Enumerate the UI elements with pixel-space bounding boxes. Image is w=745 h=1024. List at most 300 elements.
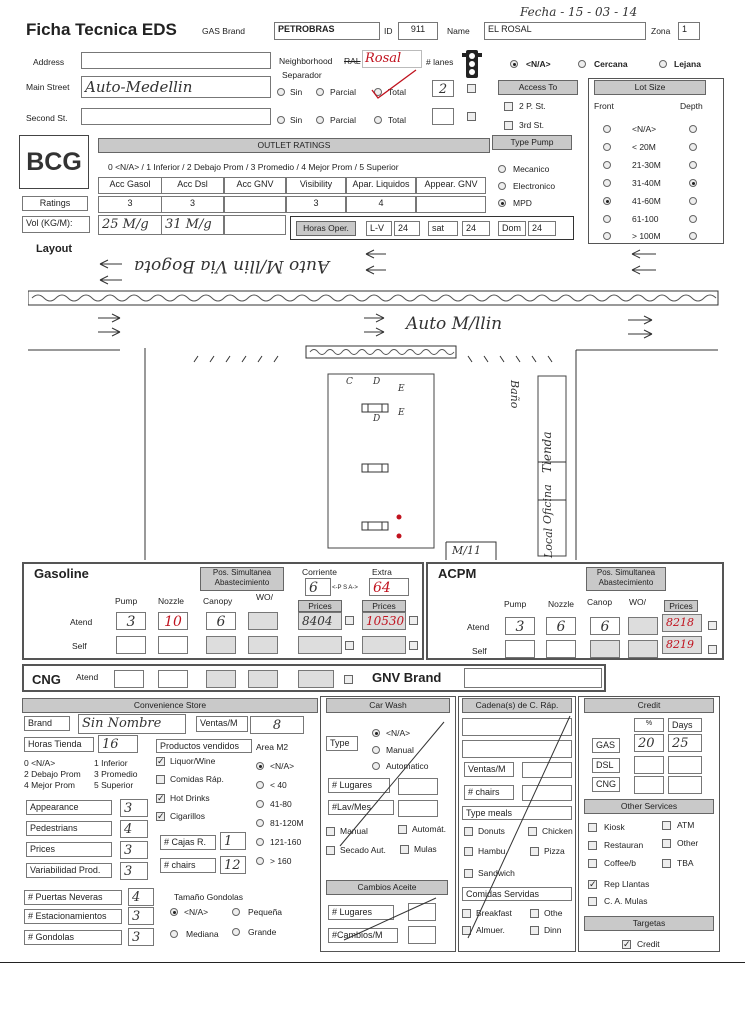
rating-acc-gnv[interactable] (224, 196, 286, 213)
location-na-radio[interactable] (510, 60, 518, 68)
area-radio-1[interactable] (256, 781, 264, 789)
gas-brand-field[interactable]: PETROBRAS (274, 22, 380, 40)
pump-letter: D (373, 414, 381, 424)
service-other-label: Other (677, 838, 699, 848)
area-option: 121-160 (270, 837, 302, 847)
credit-gas-pct[interactable]: 20 (634, 734, 664, 752)
credit-dsl-pct[interactable] (634, 756, 664, 774)
acpm-prices-header: Prices (664, 600, 698, 612)
access-3rdst-label: 3rd St. (519, 120, 545, 130)
credit-days-label: Days (668, 718, 702, 732)
gas-self-price-2[interactable] (362, 636, 406, 654)
product-liquor-label: Liquor/Wine (170, 756, 216, 766)
cambios-cambios-label: #Cambios/M (328, 928, 398, 943)
bano-label: Baño (508, 380, 521, 409)
product-hot-drinks-label: Hot Drinks (170, 793, 210, 803)
extra-field[interactable]: 64 (369, 578, 409, 596)
brand-label: Brand (24, 716, 70, 731)
pedestrians-label: Pedestrians (26, 821, 112, 836)
lot-size-header: Lot Size (594, 80, 706, 95)
tamano-na-label: <N/A> (184, 907, 209, 917)
credit-cng-label: CNG (592, 777, 620, 792)
area-radio-3[interactable] (256, 819, 264, 827)
area-radio-0[interactable] (256, 762, 264, 770)
acpm-canop-field[interactable]: 6 (590, 617, 620, 635)
vol-gas[interactable]: 25 M/g (98, 215, 162, 235)
credit-cng-days[interactable] (668, 776, 702, 794)
pump-electronico-label: Electronico (513, 181, 556, 191)
second-street-field[interactable] (81, 108, 271, 125)
acpm-pos-sim-header: Pos. Simultanea Abastecimiento (586, 567, 666, 591)
gnv-brand-field[interactable] (464, 668, 602, 688)
service-kiosk-checkbox[interactable] (588, 823, 597, 832)
service-ca-mulas-checkbox[interactable] (588, 897, 597, 906)
service-restauran-checkbox[interactable] (588, 841, 597, 850)
estacionamientos-label: # Estacionamientos (24, 909, 122, 924)
gas-self-nozzle[interactable] (158, 636, 188, 654)
tamano-pequena-label: Pequeña (248, 907, 283, 917)
lot-option: 41-60M (632, 196, 661, 206)
location-cercana-label: Cercana (594, 59, 628, 69)
service-tba-label: TBA (677, 858, 694, 868)
gondolas-field[interactable]: 3 (128, 928, 154, 946)
area-radio-4[interactable] (256, 838, 264, 846)
acpm-self-label: Self (472, 646, 487, 656)
tamano-grande-label: Grande (248, 927, 277, 937)
carwash-header: Car Wash (326, 698, 450, 713)
pump-mecanico-radio[interactable] (498, 165, 506, 173)
gas-canopy-label: Canopy (203, 596, 233, 606)
gas-price-1-checkbox[interactable] (345, 616, 354, 625)
lv-hours[interactable]: 24 (394, 221, 420, 236)
cadena-chairs-label: # chairs (464, 785, 514, 800)
acpm-self-pump[interactable] (505, 640, 535, 658)
gas-pump-label: Pump (115, 596, 138, 606)
area-option: <N/A> (270, 761, 295, 771)
pedestrians-field[interactable]: 4 (120, 820, 148, 838)
separador-label: Separador (282, 70, 322, 80)
area-option: < 40 (270, 780, 287, 790)
targeta-credit-label: Credit (637, 939, 660, 949)
cng-pump[interactable] (114, 670, 144, 688)
oficina-label: Oficina (541, 484, 554, 524)
service-atm-label: ATM (677, 820, 695, 830)
service-rep-llantas-label: Rep Llantas (604, 879, 650, 889)
depth-radio-1[interactable] (689, 143, 697, 151)
acpm-nozzle-label: Nozzle (548, 599, 574, 609)
separador-sin-radio[interactable] (277, 88, 285, 96)
prices-field[interactable]: 3 (120, 841, 148, 859)
lanes-checkbox[interactable] (467, 84, 476, 93)
local-label: Local (542, 527, 555, 558)
dom-hours[interactable]: 24 (528, 221, 556, 236)
area-label: Area M2 (256, 742, 289, 752)
tamano-mediana-label: Mediana (186, 929, 219, 939)
appearance-field[interactable]: 3 (120, 799, 148, 817)
lot-option: 61-100 (632, 214, 659, 224)
carwash-secado-checkbox[interactable] (326, 846, 335, 855)
gas-self-canopy[interactable] (206, 636, 236, 654)
credit-dsl-label: DSL (592, 758, 620, 773)
access-2pst-label: 2 P. St. (519, 101, 546, 111)
gas-prices-header-1: Prices (298, 600, 342, 612)
col-apar-liquidos: Apar. Liquidos (346, 177, 416, 194)
tamano-pequena-radio[interactable] (232, 908, 240, 916)
depth-radio-6[interactable] (689, 232, 697, 240)
neveras-field[interactable]: 4 (128, 888, 154, 906)
service-tba-checkbox[interactable] (662, 859, 671, 868)
separador-parcial-label: Parcial (330, 87, 356, 97)
gas-pump-field[interactable]: 3 (116, 612, 146, 630)
name-label: Name (447, 26, 470, 36)
outlet-ratings-header: OUTLET RATINGS (98, 138, 490, 153)
prices-label: Prices (26, 842, 112, 857)
credit-gas-label: GAS (592, 738, 620, 753)
gnv-brand-label: GNV Brand (372, 670, 442, 685)
extra-label: Extra (372, 567, 392, 577)
acpm-canop-label: Canop (587, 597, 613, 607)
product-comidas-checkbox[interactable] (156, 775, 165, 784)
depth-radio-3[interactable] (689, 179, 697, 187)
date-handwritten: Fecha - 15 - 03 - 14 (520, 5, 638, 19)
front-radio-1[interactable] (603, 143, 611, 151)
lot-option: <N/A> (632, 124, 657, 134)
brand-field[interactable]: Sin Nombre (78, 714, 186, 734)
acpm-self-nozzle[interactable] (546, 640, 576, 658)
acpm-title: ACPM (438, 566, 477, 581)
tamano-grande-radio[interactable] (232, 928, 240, 936)
acpm-self-wo[interactable] (628, 640, 658, 658)
gas-wo-field[interactable] (248, 612, 278, 630)
product-comidas-label: Comidas Ráp. (170, 774, 224, 784)
layout-sketch (28, 240, 728, 560)
sat-label: sat (428, 221, 458, 236)
scale-5: 5 Superior (94, 780, 134, 790)
second-lanes-field[interactable] (432, 108, 454, 125)
servida-othe-label: Othe (544, 908, 563, 918)
acpm-price-1-checkbox[interactable] (708, 621, 717, 630)
m11-label: M/11 (452, 544, 481, 557)
dom-label: Dom (498, 221, 526, 236)
cng-price-checkbox[interactable] (344, 675, 353, 684)
front-radio-0[interactable] (603, 125, 611, 133)
neveras-label: # Puertas Neveras (24, 890, 122, 905)
scale-2: 2 Debajo Prom (24, 769, 81, 779)
area-radio-2[interactable] (256, 800, 264, 808)
rating-acc-gasol[interactable]: 3 (98, 196, 162, 213)
acpm-nozzle-field[interactable]: 6 (546, 617, 576, 635)
location-lejana-radio[interactable] (659, 60, 667, 68)
carwash-automatico-label: Automatico (386, 761, 429, 771)
acpm-pump-field[interactable]: 3 (505, 617, 535, 635)
horas-tienda-field[interactable]: 16 (98, 735, 138, 753)
psa-label: <-P S A-> (332, 585, 358, 591)
second-parcial-label: Parcial (330, 115, 356, 125)
ventas-label: Ventas/M (196, 716, 248, 732)
gas-price-2-checkbox[interactable] (409, 616, 418, 625)
acpm-price-2[interactable]: 8219 (662, 636, 702, 654)
access-to-header: Access To (498, 80, 578, 95)
front-radio-2[interactable] (603, 161, 611, 169)
depth-radio-2[interactable] (689, 161, 697, 169)
acpm-wo-label: WO/ (629, 597, 646, 607)
tamano-mediana-radio[interactable] (170, 930, 178, 938)
cadena-strike-line (462, 712, 574, 942)
type-meals-label: Type meals (462, 806, 572, 820)
address-field[interactable] (81, 52, 271, 69)
pump-mpd-radio[interactable] (498, 199, 506, 207)
service-kiosk-label: Kiosk (604, 822, 625, 832)
product-liquor-checkbox[interactable]: ✓ (157, 756, 165, 766)
col-appear-gnv: Appear. GNV (416, 177, 486, 194)
carwash-type-label: Type (326, 736, 358, 751)
gas-canopy-field[interactable]: 6 (206, 612, 236, 630)
cng-title: CNG (32, 672, 61, 687)
targeta-credit-checkbox[interactable]: ✓ (623, 939, 631, 949)
lv-label: L-V (366, 221, 392, 236)
location-cercana-radio[interactable] (578, 60, 586, 68)
tamano-na-radio[interactable] (170, 908, 178, 916)
neighborhood-label: Neighborhood (279, 56, 333, 66)
scale-4: 4 Mejor Prom (24, 780, 76, 790)
targetas-header: Targetas (584, 916, 714, 931)
second-parcial-radio[interactable] (316, 116, 324, 124)
gas-self-price-1[interactable] (298, 636, 342, 654)
lot-option: 31-40M (632, 178, 661, 188)
gas-atend-label: Atend (70, 617, 93, 627)
neighborhood-field[interactable]: Rosal (362, 50, 422, 68)
vol-dsl[interactable]: 31 M/g (161, 215, 224, 235)
product-cigarillos-checkbox[interactable]: ✓ (157, 811, 165, 821)
carwash-secado-label: Secado Aut. (340, 845, 386, 855)
layout-title: Layout (36, 243, 73, 255)
scale-0: 0 <N/A> (24, 758, 56, 768)
meal-donuts-label: Donuts (478, 826, 505, 836)
gasoline-pos-sim-header: Pos. Simultanea Abastecimiento (200, 567, 284, 591)
type-pump-header: Type Pump (492, 135, 572, 150)
traffic-light-icon (461, 49, 483, 79)
carwash-automat-label: Automát. (412, 824, 447, 834)
cng-nozzle[interactable] (158, 670, 188, 688)
productos-label: Productos vendidos (156, 739, 252, 753)
address-label: Address (33, 57, 65, 67)
second-street-label: Second St. (26, 113, 68, 123)
separador-parcial-radio[interactable] (316, 88, 324, 96)
gasoline-title: Gasoline (34, 566, 89, 581)
pump-letter: C (346, 377, 353, 387)
gas-self-label: Self (72, 641, 87, 651)
area-option: > 160 (270, 856, 292, 866)
chairs-field[interactable]: 12 (220, 856, 246, 874)
cadena-header: Cadena(s) de C. Ráp. (462, 698, 572, 713)
cng-price[interactable] (298, 670, 334, 688)
id-field[interactable]: 911 (398, 22, 438, 40)
area-radio-5[interactable] (256, 857, 264, 865)
cadena-ventas-label: Ventas/M (464, 762, 514, 777)
horas-tienda-label: Horas Tienda (24, 737, 94, 752)
sat-hours[interactable]: 24 (462, 221, 490, 236)
outlet-legend: 0 <N/A> / 1 Inferior / 2 Debajo Prom / 3 Promedio / 4 Mejor Prom / 5 Superior (108, 162, 399, 172)
acpm-self-canop[interactable] (590, 640, 620, 658)
form-title: Ficha Tecnica EDS (26, 20, 177, 39)
lot-depth-label: Depth (680, 101, 703, 111)
carwash-manual-label: Manual (386, 745, 414, 755)
zona-label: Zona (651, 26, 671, 36)
service-coffee-checkbox[interactable] (588, 859, 597, 868)
pump-letter: D (373, 377, 381, 387)
scale-3: 3 Promedio (94, 769, 138, 779)
cambios-lugares-label: # Lugares (328, 905, 394, 920)
lanes-label: # lanes (426, 57, 454, 67)
col-acc-gasol: Acc Gasol (98, 177, 162, 194)
separador-sin-label: Sin (290, 87, 303, 97)
credit-dsl-days[interactable] (668, 756, 702, 774)
product-cigarillos-label: Cigarillos (170, 811, 205, 821)
horas-oper-label: Horas Oper. (296, 221, 356, 236)
depth-radio-0[interactable] (689, 125, 697, 133)
gas-nozzle-field[interactable]: 10 (158, 612, 188, 630)
scale-1: 1 Inferior (94, 758, 128, 768)
front-radio-4[interactable] (603, 197, 611, 205)
variabilidad-label: Variabilidad Prod. (26, 863, 112, 878)
carwash-manual2-checkbox[interactable] (326, 827, 335, 836)
separador-total-label: Total (388, 87, 406, 97)
bcg-logo: BCG (19, 135, 89, 189)
location-lejana-label: Lejana (674, 59, 701, 69)
carwash-lav-label: #Lav/Mes (328, 800, 394, 815)
second-total-radio[interactable] (374, 116, 382, 124)
cng-atend-label: Atend (76, 672, 99, 682)
chairs-label: # chairs (160, 858, 216, 873)
carwash-lugares-label: # Lugares (328, 778, 390, 793)
credit-header: Credit (584, 698, 714, 713)
credit-cng-pct[interactable] (634, 776, 664, 794)
total-check-mark (370, 68, 420, 100)
credit-gas-days[interactable]: 25 (668, 734, 702, 752)
lot-option: 21-30M (632, 160, 661, 170)
col-acc-dsl: Acc Dsl (161, 177, 224, 194)
meal-hambu-label: Hambu. (478, 846, 508, 856)
gondolas-label: # Gondolas (24, 930, 122, 945)
depth-radio-5[interactable] (689, 215, 697, 223)
depth-radio-4[interactable] (689, 197, 697, 205)
carwash-mulas-label: Mulas (414, 844, 437, 854)
vol-label: Vol (KG/M): (22, 216, 90, 233)
acpm-price-1[interactable]: 8218 (662, 614, 702, 632)
cng-wo[interactable] (248, 670, 278, 688)
area-option: 41-80 (270, 799, 292, 809)
lot-option: > 100M (632, 231, 661, 241)
gas-self-wo[interactable] (248, 636, 278, 654)
acpm-price-2-checkbox[interactable] (708, 645, 717, 654)
gas-brand-label: GAS Brand (202, 26, 245, 36)
carwash-manual2-label: Manual (340, 826, 368, 836)
gas-self-pump[interactable] (116, 636, 146, 654)
servida-breakfast-label: Breakfast (476, 908, 512, 918)
rating-apar-liquidos[interactable]: 4 (346, 196, 416, 213)
cajas-label: # Cajas R. (160, 835, 216, 850)
zona-field[interactable]: 1 (678, 22, 700, 40)
top-road-label: Auto M/llin Via Bogota (134, 256, 330, 276)
front-radio-3[interactable] (603, 179, 611, 187)
acpm-wo-field[interactable] (628, 617, 658, 635)
rating-visibility[interactable]: 3 (286, 196, 346, 213)
product-hot-drinks-checkbox[interactable]: ✓ (157, 793, 165, 803)
main-street-field[interactable]: Auto-Medellin (81, 76, 271, 98)
gas-self-price-1-checkbox[interactable] (345, 641, 354, 650)
gas-prices-header-2: Prices (362, 600, 406, 612)
estacionamientos-field[interactable]: 3 (128, 907, 154, 925)
service-atm-checkbox[interactable] (662, 821, 671, 830)
lanes-field[interactable]: 2 (432, 80, 454, 97)
ventas-field[interactable]: 8 (250, 716, 304, 734)
variabilidad-field[interactable]: 3 (120, 862, 148, 880)
rating-acc-dsl[interactable]: 3 (161, 196, 224, 213)
pump-electronico-radio[interactable] (498, 182, 506, 190)
front-radio-6[interactable] (603, 232, 611, 240)
service-other-checkbox[interactable] (662, 839, 671, 848)
second-sin-radio[interactable] (277, 116, 285, 124)
other-services-header: Other Services (584, 799, 714, 814)
acpm-atend-label: Atend (467, 622, 490, 632)
service-rep-llantas-checkbox[interactable]: ✓ (589, 879, 597, 889)
corriente-label: Corriente (302, 567, 337, 577)
service-restauran-label: Restauran (604, 840, 644, 850)
gas-self-price-2-checkbox[interactable] (409, 641, 418, 650)
second-total-label: Total (388, 115, 406, 125)
access-3rdst-checkbox[interactable] (504, 121, 513, 130)
col-acc-gnv: Acc GNV (224, 177, 286, 194)
neighborhood-struck: RAL (344, 56, 361, 66)
ratings-label: Ratings (22, 196, 88, 211)
store-header: Convenience Store (22, 698, 318, 713)
col-visibility: Visibility (286, 177, 346, 194)
servida-dinn-label: Dinn (544, 925, 562, 935)
carwash-strike-line (336, 718, 448, 850)
credit-pct-label: % (634, 718, 664, 732)
meal-chicken-label: Chicken (542, 826, 573, 836)
pump-mecanico-label: Mecanico (513, 164, 550, 174)
area-option: 81-120M (270, 818, 304, 828)
pump-letter: E (398, 384, 405, 394)
main-street-label: Main Street (26, 82, 70, 92)
cambios-strike-line (340, 896, 440, 942)
gas-price-1[interactable]: 8404 (298, 612, 342, 630)
page-edge (0, 962, 745, 963)
second-lanes-checkbox[interactable] (467, 112, 476, 121)
carwash-na-label: <N/A> (386, 728, 411, 738)
pump-mpd-label: MPD (513, 198, 532, 208)
lot-option: < 20M (632, 142, 656, 152)
corriente-field[interactable]: 6 (305, 578, 331, 596)
appearance-label: Appearance (26, 800, 112, 815)
gas-price-2[interactable]: 10530 (362, 612, 406, 630)
access-2pst-checkbox[interactable] (504, 102, 513, 111)
tienda-label: Tienda (540, 431, 554, 473)
front-radio-5[interactable] (603, 215, 611, 223)
name-field[interactable]: EL ROSAL (484, 22, 646, 40)
vol-gnv[interactable] (224, 215, 286, 235)
tamano-label: Tamaño Gondolas (174, 892, 243, 902)
gas-wo-label: WO/ (256, 592, 273, 602)
lot-front-label: Front (594, 101, 614, 111)
service-ca-mulas-label: C. A. Mulas (604, 896, 648, 906)
cng-canopy[interactable] (206, 670, 236, 688)
rating-appear-gnv[interactable] (416, 196, 486, 213)
mid-road-label: Auto M/llin (406, 314, 503, 334)
second-sin-label: Sin (290, 115, 303, 125)
cajas-field[interactable]: 1 (220, 832, 246, 850)
